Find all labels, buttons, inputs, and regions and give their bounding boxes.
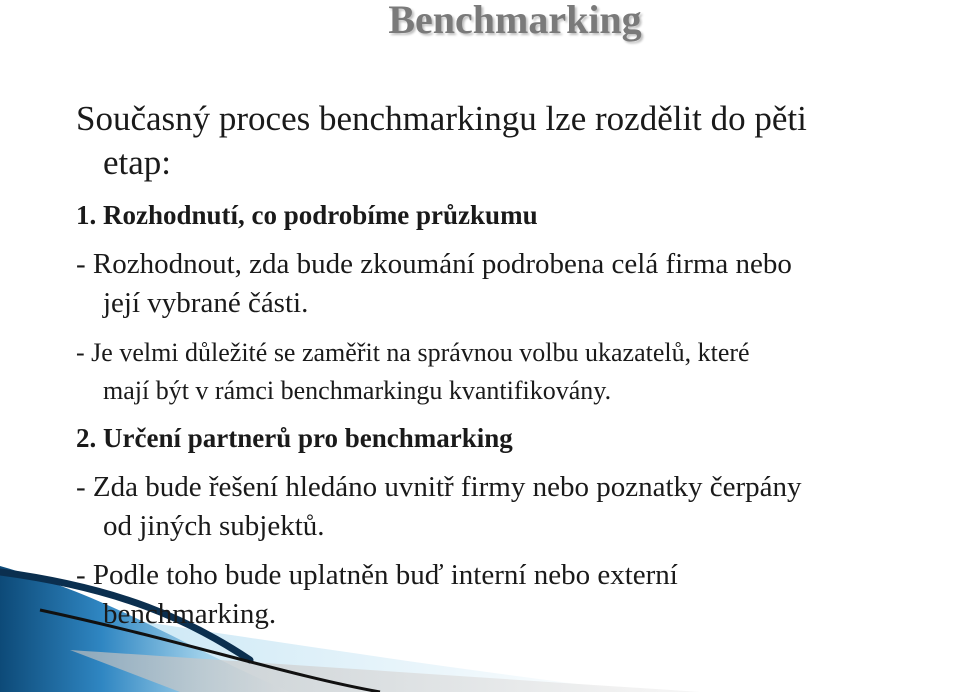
- step-2-item-2-line-2: benchmarking.: [103, 598, 277, 630]
- step-1-item-2-line-2: mají být v rámci benchmarkingu kvantifikovány.: [103, 376, 612, 405]
- slide-title: Benchmarking: [388, 0, 642, 42]
- step-2-item-2-line-1: - Podle toho bude uplatněn buď interní nebo externí: [76, 559, 678, 591]
- step-2-item-2: [76, 556, 678, 634]
- step-1-item-1: [76, 245, 792, 323]
- step-2-item-1-line-2: od jiných subjektů.: [103, 510, 325, 542]
- intro-paragraph: [76, 97, 807, 185]
- step-1-item-2: [76, 334, 750, 410]
- step-1-heading: 1. Rozhodnutí, co podrobíme průzkumu: [76, 200, 538, 230]
- step-1-item-2-line-1: - Je velmi důležité se zaměřit na správnou volbu ukazatelů, které: [76, 338, 750, 367]
- intro-line-1: Současný proces benchmarkingu lze rozdělit do pěti: [76, 99, 807, 138]
- step-2-item-1: [76, 468, 802, 546]
- step-2-item-1-line-1: - Zda bude řešení hledáno uvnitř firmy nebo poznatky čerpány: [76, 471, 802, 503]
- intro-line-2: etap:: [103, 143, 172, 182]
- step-1-item-1-line-2: její vybrané části.: [103, 287, 309, 319]
- step-2-heading: 2. Určení partnerů pro benchmarking: [76, 423, 513, 453]
- step-1-item-1-line-1: - Rozhodnout, zda bude zkoumání podrobena celá firma nebo: [76, 248, 792, 280]
